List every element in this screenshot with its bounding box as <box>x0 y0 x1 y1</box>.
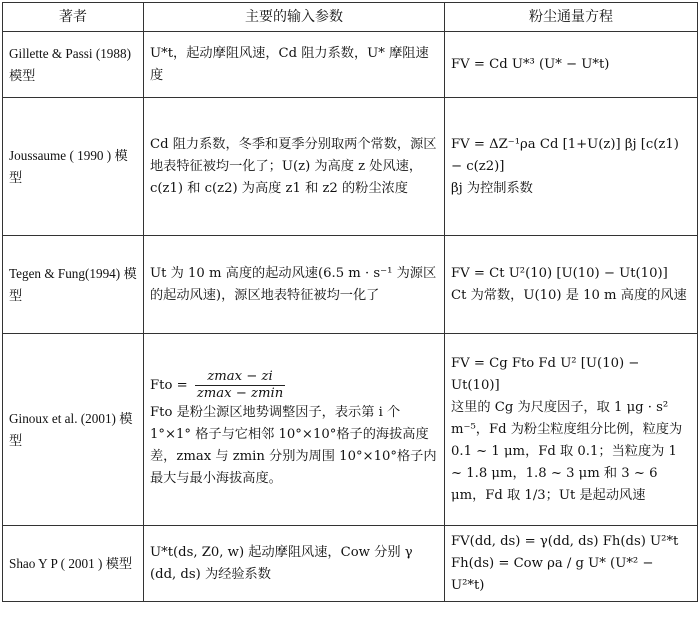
equation-line: Fh(ds) = Cow ρa / g U* (U*² − U²*t) <box>451 555 654 593</box>
flux-equation <box>445 334 698 526</box>
flux-equation <box>445 526 698 602</box>
equation-line: FV = Cg Fto Fd U² [U(10) − Ut(10)] <box>451 355 640 393</box>
table-row <box>3 236 698 334</box>
fto-lhs: Fto = <box>150 378 188 393</box>
input-params: U*t，起动摩阻风速，Cd 阻力系数，U* 摩阻速度 <box>144 32 445 98</box>
equation-line: FV = Ct U²(10) [U(10) − Ut(10)] <box>451 265 668 281</box>
header-author: 著者 <box>3 3 144 32</box>
model-name: Tegen & Fung(1994) 模型 <box>3 236 144 334</box>
flux-equation <box>445 236 698 334</box>
equation-line: FV(dd, ds) = γ(dd, ds) Fh(ds) U²*t <box>451 533 679 549</box>
table-row <box>3 334 698 526</box>
equation-note: Ct 为常数，U(10) 是 10 m 高度的风速 <box>451 287 687 303</box>
table-row <box>3 32 698 98</box>
model-name: Joussaume ( 1990 ) 模型 <box>3 98 144 236</box>
input-params <box>144 334 445 526</box>
input-params: Cd 阻力系数，冬季和夏季分别取两个常数，源区地表特征被均一化了；U(z) 为高度 z 处风速，c(z1) 和 c(z2) 为高度 z1 和 z2 的粉尘浓度 <box>144 98 445 236</box>
fto-fraction <box>195 369 285 402</box>
header-equation: 粉尘通量方程 <box>445 3 698 32</box>
model-name: Shao Y P ( 2001 ) 模型 <box>3 526 144 602</box>
input-params: Ut 为 10 m 高度的起动风速(6.5 m · s⁻¹ 为源区的起动风速)，源区地表特征被均一化了 <box>144 236 445 334</box>
fto-formula <box>150 369 438 402</box>
flux-equation <box>445 98 698 236</box>
equation-line: FV = ΔZ⁻¹ρa Cd [1+U(z)] βj [c(z1) − c(z2)] <box>451 136 679 174</box>
input-params: U*t(ds, Z0, w) 起动摩阻风速，Cow 分别 γ (dd, ds) 为经验系数 <box>144 526 445 602</box>
equation-note: 这里的 Cg 为尺度因子，取 1 μg · s² m⁻⁵，Fd 为粉尘粒度组分比例，粒度为 0.1 ~ 1 μm，Fd 取 0.1；当粒度为 1 ~ 1.8 μm，1.8 ~ 3 μm 和 3 ~ 6 μm，Fd 取 1/3；Ut 是起动风速 <box>451 399 683 503</box>
table-row <box>3 526 698 602</box>
table-row <box>3 98 698 236</box>
fto-description: Fto 是粉尘源区地势调整因子，表示第 i 个 1°×1° 格子与它相邻 10°×10°格子的海拔高度差，zmax 与 zmin 分别为周围 10°×10°格子内最大与最小海拔高度。 <box>150 405 437 486</box>
model-name: Ginoux et al. (2001) 模型 <box>3 334 144 526</box>
equation-note: βj 为控制系数 <box>451 180 533 196</box>
flux-models-table <box>2 2 698 602</box>
header-params: 主要的输入参数 <box>144 3 445 32</box>
fto-numerator: zmax − zi <box>195 369 285 386</box>
fto-denominator: zmax − zmin <box>196 386 284 401</box>
header-row <box>3 3 698 32</box>
flux-equation: FV = Cd U*³ (U* − U*t) <box>445 32 698 98</box>
model-name: Gillette & Passi (1988)模型 <box>3 32 144 98</box>
